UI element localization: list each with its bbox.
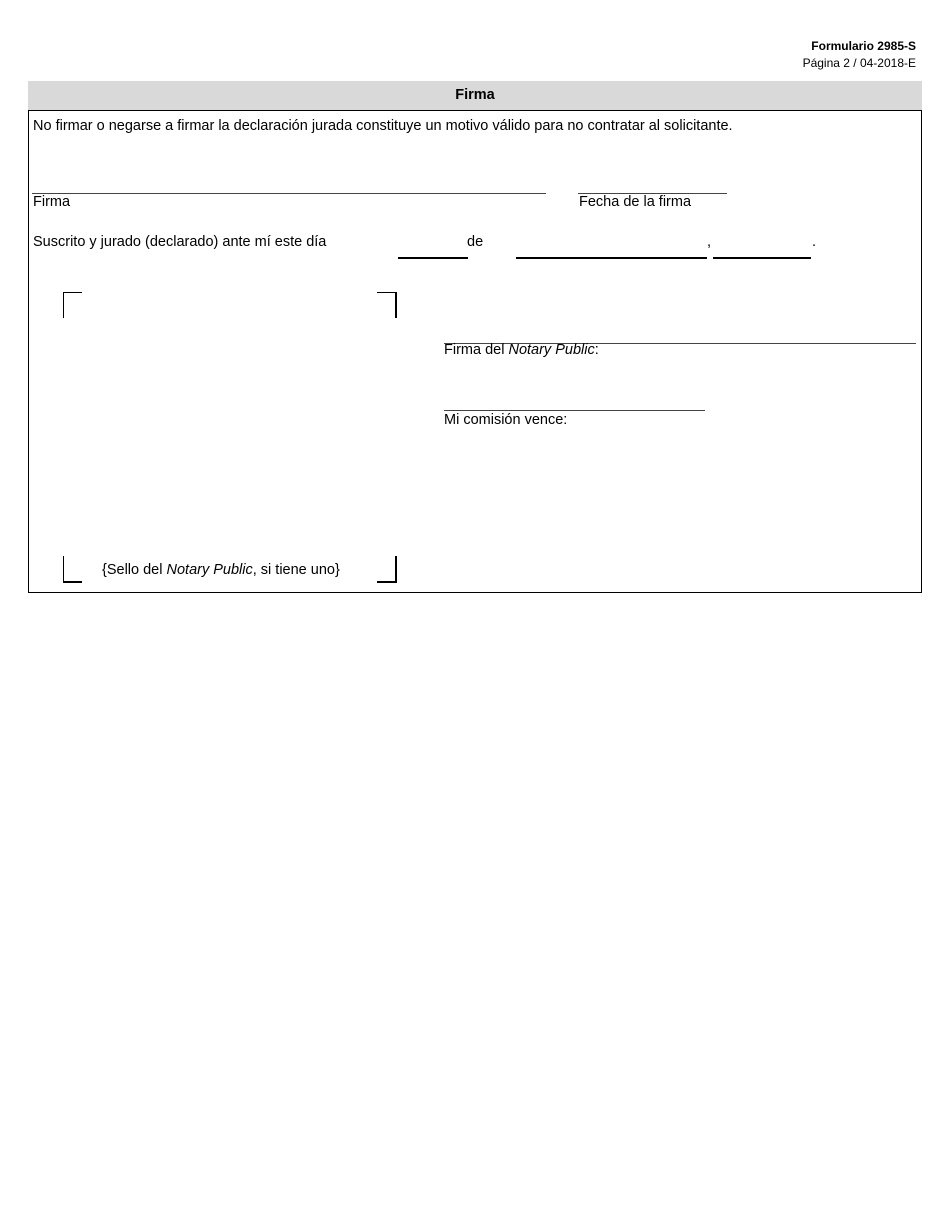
page-info: Página 2 / 04-2018-E [802, 56, 916, 70]
signature-label: Firma [33, 194, 71, 210]
signature-field[interactable] [32, 193, 546, 194]
commission-expiry-field[interactable] [444, 410, 705, 411]
month-field[interactable] [516, 257, 707, 259]
period-text: . [812, 234, 817, 250]
seal-label-suffix: , si tiene uno} [252, 562, 340, 578]
day-field[interactable] [398, 257, 468, 259]
notice-text: No firmar o negarse a firmar la declaración jurada constituye un motivo válido para no contratar al solicitante. [33, 118, 733, 134]
commission-label: Mi comisión vence: [444, 412, 568, 428]
form-number: Formulario 2985-S [811, 39, 916, 53]
seal-corner-bottom-left [63, 556, 82, 583]
seal-corner-bottom-right [377, 556, 397, 583]
signature-date-label: Fecha de la firma [579, 194, 692, 210]
notary-signature-label [444, 342, 599, 359]
seal-label [102, 562, 340, 579]
seal-corner-top-right [377, 292, 397, 318]
seal-label-italic: Notary Public [166, 562, 253, 578]
sworn-text: Suscrito y jurado (declarado) ante mí este día [33, 234, 327, 250]
section-title: Firma [455, 87, 495, 103]
notary-label-italic: Notary Public [508, 342, 595, 358]
section-header [28, 81, 922, 110]
year-field[interactable] [713, 257, 811, 259]
comma-text: , [707, 234, 712, 250]
seal-corner-top-left [63, 292, 82, 318]
seal-label-prefix: {Sello del [102, 562, 167, 578]
notary-label-suffix: : [594, 342, 599, 358]
notary-label-prefix: Firma del [444, 342, 509, 358]
de-text: de [467, 234, 484, 250]
